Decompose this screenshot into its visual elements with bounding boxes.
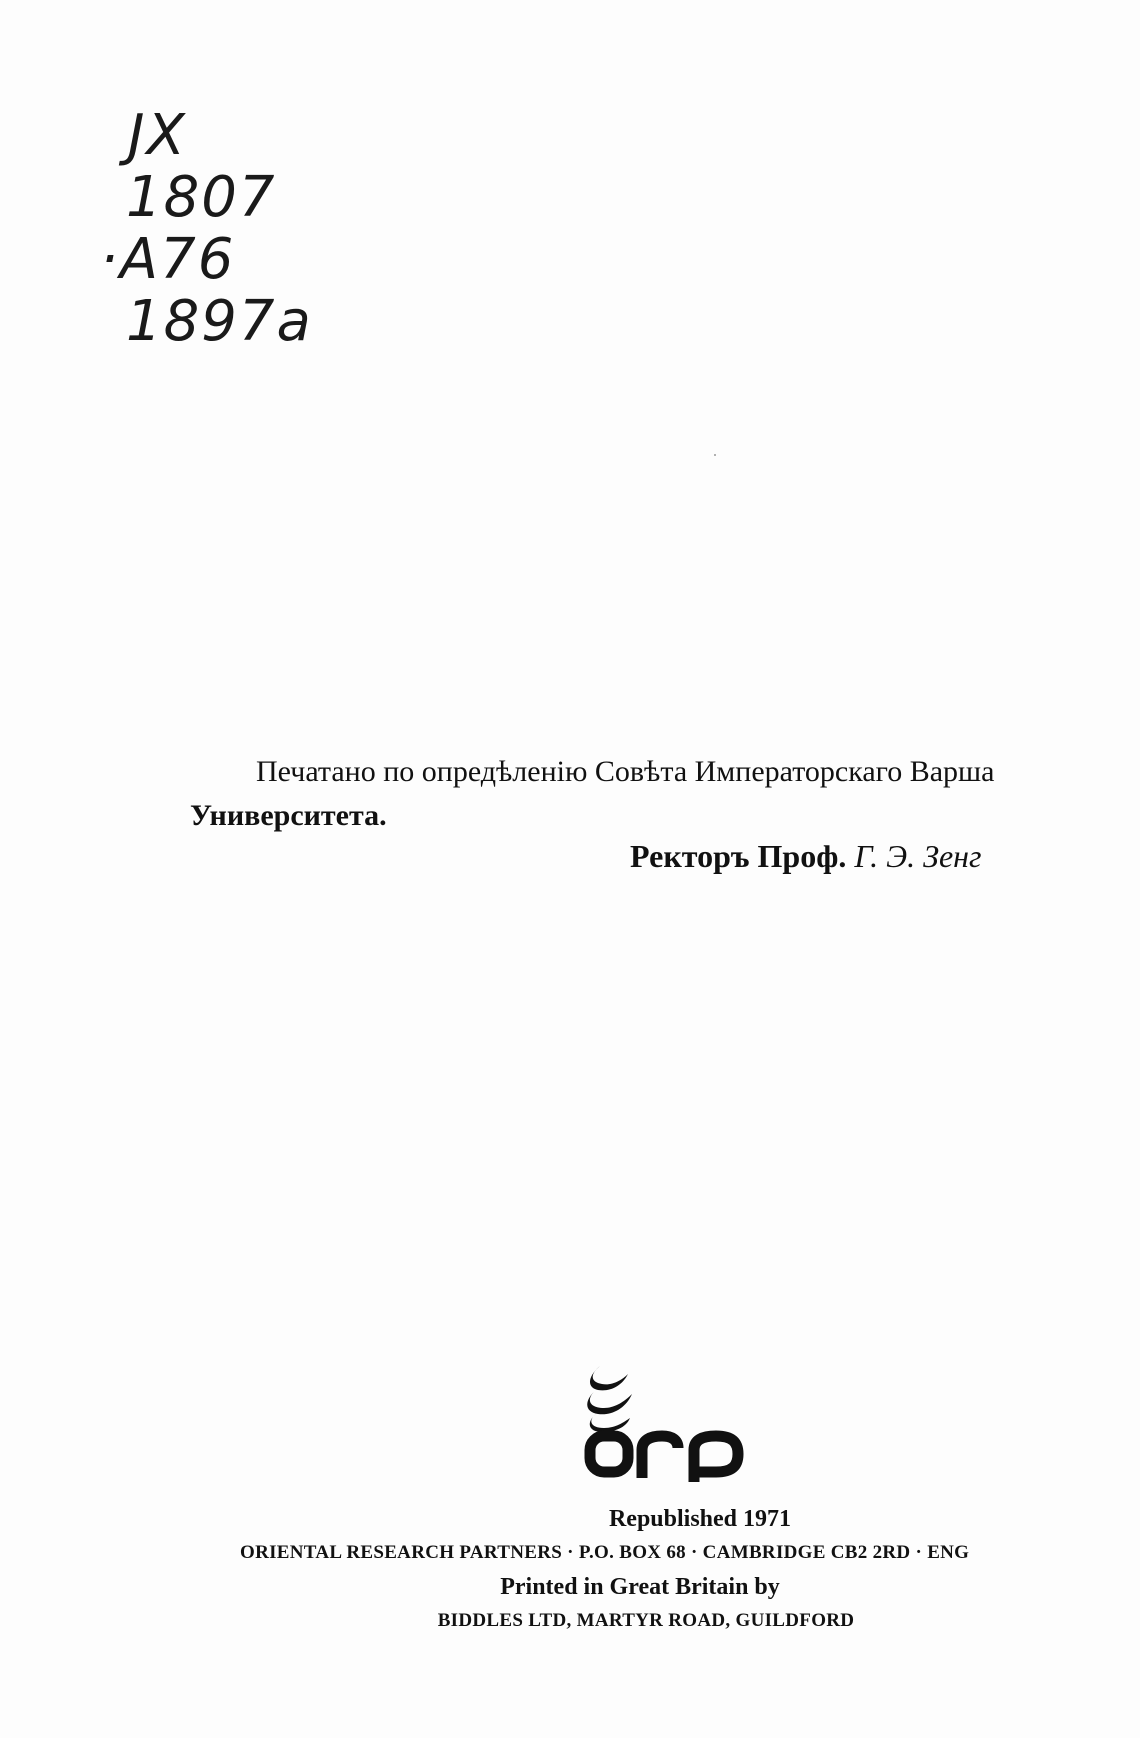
paper-speck [714, 454, 716, 456]
call-number-line: JX [128, 103, 187, 168]
call-number-line: ·A76 [100, 227, 236, 292]
rector-signature-line [630, 838, 1040, 875]
logo-text: orp [582, 1360, 584, 1361]
rector-name: Г. Э. Зенг [854, 838, 982, 874]
republished-line: Republished 1971 [608, 1506, 792, 1532]
printer-address-line: BIDDLES LTD, MARTYR ROAD, GUILDFORD [437, 1610, 855, 1631]
publisher-address-line: ORIENTAL RESEARCH PARTNERS · P.O. BOX 68 · CAMBRIDGE CB2 2RD · ENG [240, 1542, 970, 1563]
publisher-imprint [240, 1502, 1040, 1638]
rector-title: Ректоръ Проф. [630, 838, 847, 874]
call-number-line: 1897a [126, 289, 313, 354]
imprimatur-line-2: Университета. [190, 799, 387, 832]
call-number-line: 1807 [126, 165, 277, 230]
imprimatur-notice [190, 750, 1040, 838]
handwritten-call-number [100, 105, 313, 353]
orp-flame-logo-icon [582, 1360, 762, 1482]
printed-in-line: Printed in Great Britain by [500, 1574, 780, 1600]
imprimatur-line-1: Печатано по опредѣленію Совѣта Императорскаго Варша [256, 755, 995, 788]
